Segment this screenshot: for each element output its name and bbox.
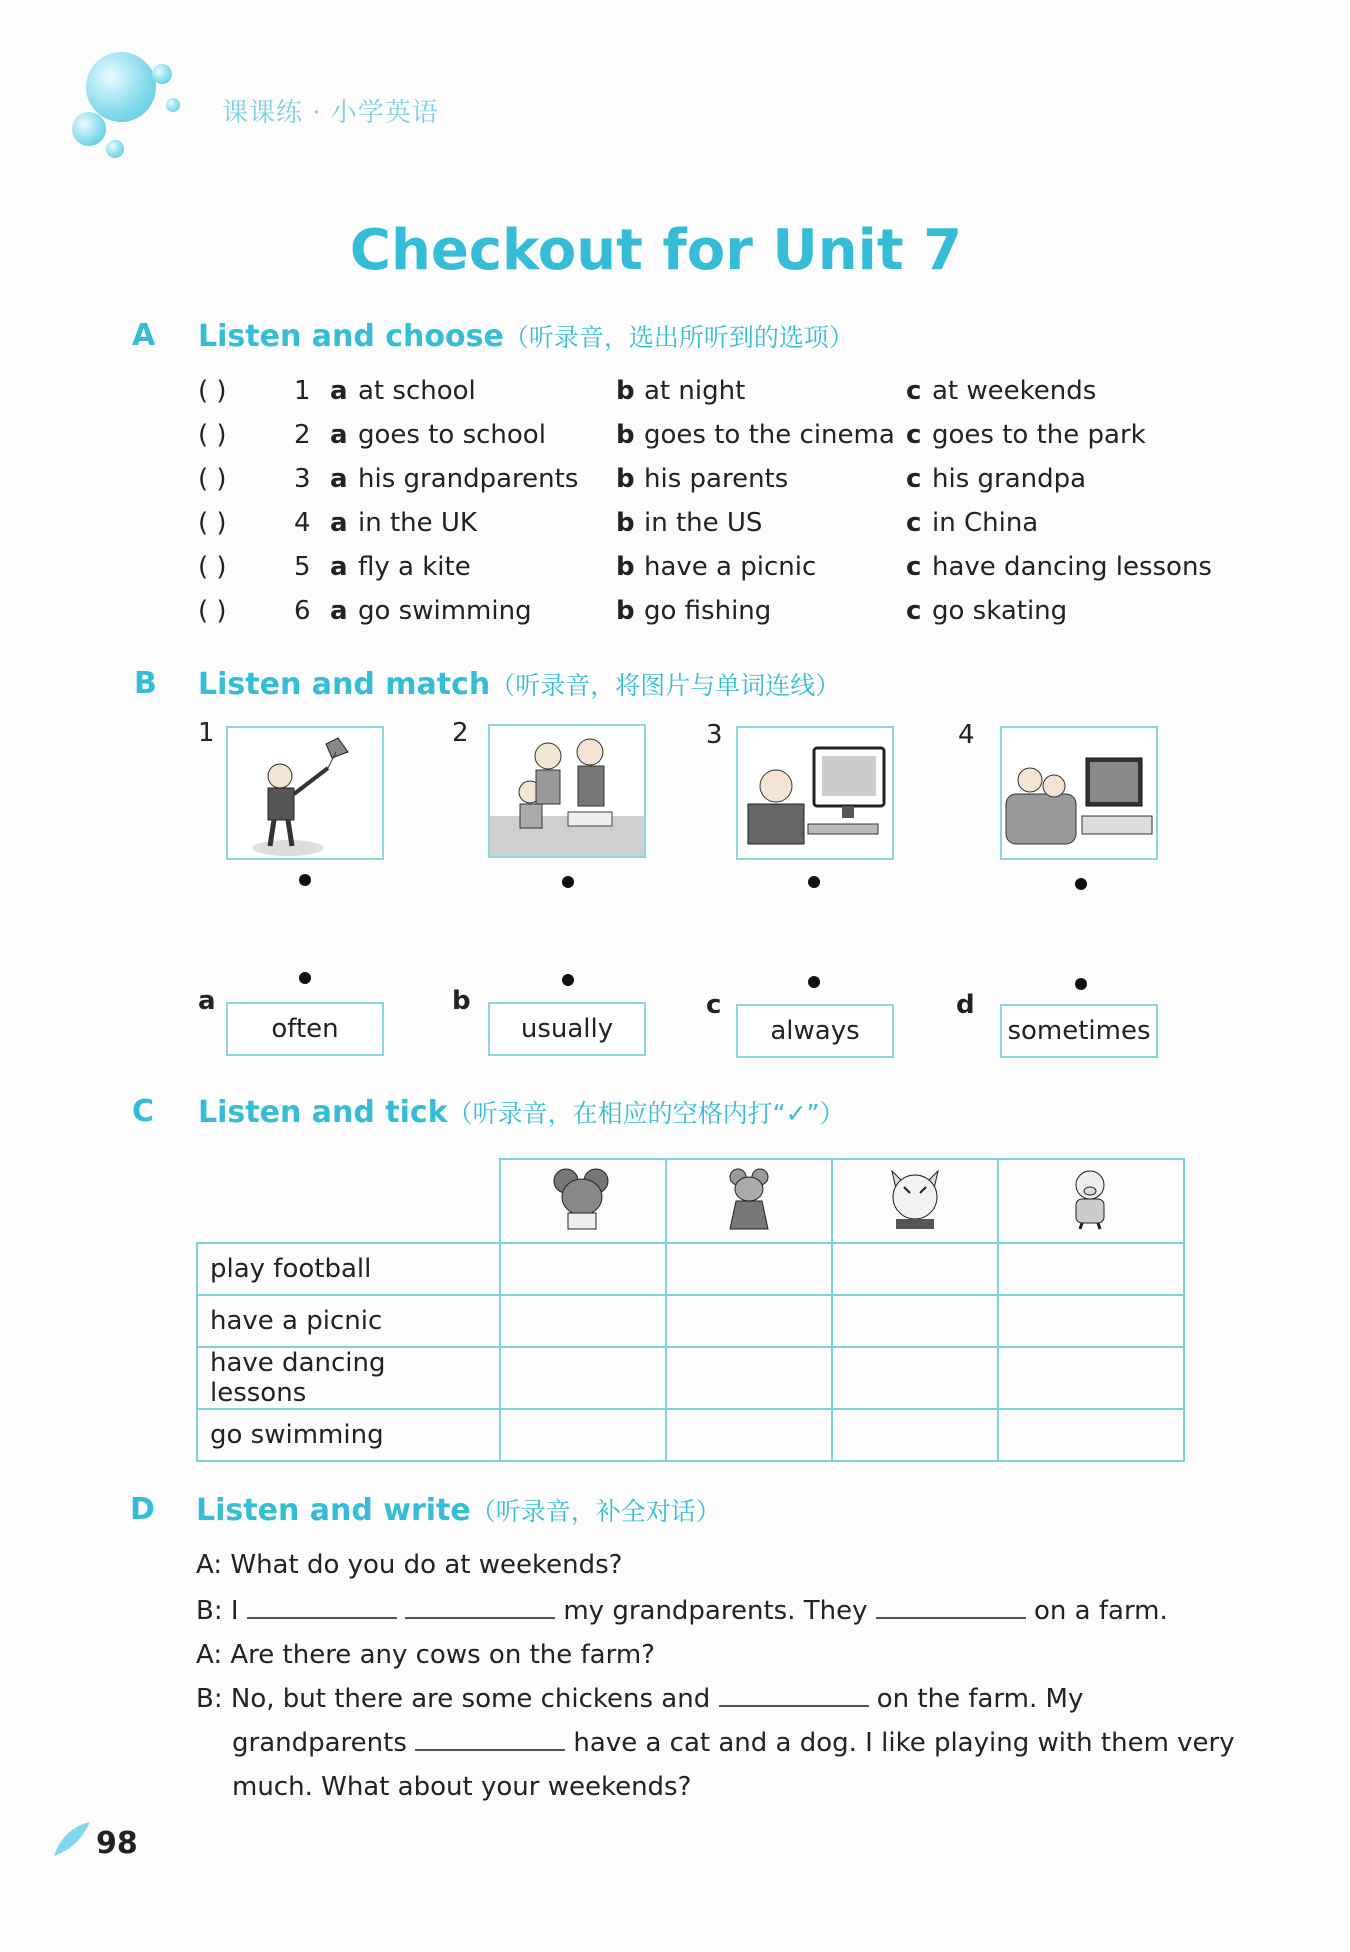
activity-label: have dancing lessons xyxy=(197,1347,500,1409)
dialogue-text: have a cat and a dog. I like playing with them very xyxy=(573,1728,1235,1758)
character-pig xyxy=(998,1159,1184,1243)
picnic-illustration xyxy=(490,726,644,856)
picture-boy-flying-kite xyxy=(226,726,384,860)
section-d-letter: D xyxy=(130,1492,155,1527)
picture-boy-at-computer xyxy=(736,726,894,860)
section-a-title xyxy=(198,318,854,354)
option-letter: b xyxy=(616,376,635,406)
option-letter: a xyxy=(330,464,348,494)
option-c: have dancing lessons xyxy=(932,552,1212,582)
section-b-title-en: Listen and match xyxy=(198,667,491,702)
section-b-title xyxy=(198,666,840,702)
section-a-title-cn: （听录音，选出所听到的选项） xyxy=(503,323,854,352)
option-letter: b xyxy=(616,464,635,494)
option-b: in the US xyxy=(644,508,763,538)
answer-paren: ( ) xyxy=(198,596,227,626)
dialogue-text: No, but there are some chickens and xyxy=(230,1684,711,1714)
dialogue-text: my grandparents. They xyxy=(563,1596,868,1626)
option-letter: b xyxy=(616,508,635,538)
match-dot[interactable] xyxy=(299,874,311,886)
option-a: in the UK xyxy=(358,508,477,538)
word-box-always: always xyxy=(736,1004,894,1058)
dialogue-text: much. What about your weekends? xyxy=(232,1772,692,1802)
activity-label: have a picnic xyxy=(197,1295,500,1347)
section-b-title-cn: （听录音，将图片与单词连线） xyxy=(490,671,841,700)
picture-number: 2 xyxy=(452,718,469,748)
tick-table xyxy=(196,1158,1185,1462)
dialogue-text: grandparents xyxy=(232,1728,407,1758)
tick-table-header xyxy=(197,1159,1184,1243)
option-letter: b xyxy=(616,596,635,626)
option-c: his grandpa xyxy=(932,464,1087,494)
answer-paren: ( ) xyxy=(198,376,227,406)
item-number: 4 xyxy=(294,508,311,538)
dialogue-text: on the farm. My xyxy=(876,1684,1084,1714)
word-box-sometimes: sometimes xyxy=(1000,1004,1158,1058)
dialogue-text: What do you do at weekends? xyxy=(230,1550,623,1580)
activity-label: play football xyxy=(197,1243,500,1295)
bubble-decoration xyxy=(106,140,124,158)
match-dot[interactable] xyxy=(562,974,574,986)
tick-cell[interactable] xyxy=(500,1295,666,1347)
tick-cell[interactable] xyxy=(832,1295,998,1347)
table-row xyxy=(197,1295,1184,1347)
tick-cell[interactable] xyxy=(998,1295,1184,1347)
option-c: goes to the park xyxy=(932,420,1146,450)
option-letter: c xyxy=(906,508,922,538)
table-row xyxy=(197,1409,1184,1461)
option-letter: a xyxy=(330,420,348,450)
dialogue-line xyxy=(232,1772,691,1802)
answer-blank[interactable] xyxy=(415,1729,565,1751)
option-b: at night xyxy=(644,376,746,406)
option-c: at weekends xyxy=(932,376,1097,406)
match-dot[interactable] xyxy=(808,976,820,988)
picture-watching-tv xyxy=(1000,726,1158,860)
section-b-letter: B xyxy=(134,666,157,701)
option-letter: b xyxy=(616,420,635,450)
activity-label: go swimming xyxy=(197,1409,500,1461)
section-d-title-en: Listen and write xyxy=(196,1493,471,1528)
option-c: in China xyxy=(932,508,1039,538)
option-letter: c xyxy=(906,464,922,494)
table-row xyxy=(197,1347,1184,1409)
word-box-usually: usually xyxy=(488,1002,646,1056)
match-dot[interactable] xyxy=(299,972,311,984)
mouse-girl-icon xyxy=(714,1165,784,1231)
leaf-icon xyxy=(50,1820,94,1860)
tick-cell[interactable] xyxy=(666,1347,832,1409)
tick-cell[interactable] xyxy=(832,1409,998,1461)
character-mouse xyxy=(500,1159,666,1243)
word-letter: c xyxy=(706,990,722,1020)
word-box-often: often xyxy=(226,1002,384,1056)
tick-cell[interactable] xyxy=(666,1243,832,1295)
speaker: B: xyxy=(196,1596,223,1626)
option-a: at school xyxy=(358,376,476,406)
item-number: 6 xyxy=(294,596,311,626)
dialogue-line xyxy=(232,1728,1235,1758)
answer-blank[interactable] xyxy=(405,1597,555,1619)
tick-cell[interactable] xyxy=(998,1347,1184,1409)
tick-cell[interactable] xyxy=(666,1409,832,1461)
table-row xyxy=(197,1243,1184,1295)
picture-number: 4 xyxy=(958,720,975,750)
option-letter: c xyxy=(906,552,922,582)
item-number: 1 xyxy=(294,376,311,406)
section-c-letter: C xyxy=(132,1094,155,1129)
item-number: 3 xyxy=(294,464,311,494)
match-dot[interactable] xyxy=(562,876,574,888)
speaker: B: xyxy=(196,1684,223,1714)
match-dot[interactable] xyxy=(808,876,820,888)
answer-blank[interactable] xyxy=(719,1685,869,1707)
dialogue-text: I xyxy=(230,1596,239,1626)
item-number: 5 xyxy=(294,552,311,582)
option-a: go swimming xyxy=(358,596,532,626)
bubble-decoration xyxy=(72,112,106,146)
option-letter: c xyxy=(906,596,922,626)
character-mouse-girl xyxy=(666,1159,832,1243)
section-a-title-en: Listen and choose xyxy=(198,319,504,354)
picture-family-picnic xyxy=(488,724,646,858)
character-tiger xyxy=(832,1159,998,1243)
match-dot[interactable] xyxy=(1075,978,1087,990)
section-d-title xyxy=(196,1492,721,1528)
option-a: fly a kite xyxy=(358,552,471,582)
option-b: goes to the cinema xyxy=(644,420,895,450)
answer-paren: ( ) xyxy=(198,552,227,582)
dialogue-text: Are there any cows on the farm? xyxy=(230,1640,655,1670)
section-a-letter: A xyxy=(132,318,156,353)
word-letter: b xyxy=(452,986,471,1016)
answer-paren: ( ) xyxy=(198,420,227,450)
tick-cell[interactable] xyxy=(666,1295,832,1347)
option-a: his grandparents xyxy=(358,464,579,494)
dialogue-line xyxy=(196,1684,1083,1714)
answer-paren: ( ) xyxy=(198,464,227,494)
option-c: go skating xyxy=(932,596,1068,626)
item-number: 2 xyxy=(294,420,311,450)
empty-header-cell xyxy=(197,1159,500,1243)
section-c-title-cn: （听录音，在相应的空格内打“✓”） xyxy=(447,1099,845,1128)
mouse-icon xyxy=(548,1165,618,1231)
dialogue-line xyxy=(196,1550,622,1580)
answer-blank[interactable] xyxy=(247,1597,397,1619)
computer-illustration xyxy=(738,728,892,858)
answer-paren: ( ) xyxy=(198,508,227,538)
page-number: 98 xyxy=(96,1826,138,1861)
bubble-decoration xyxy=(152,64,172,84)
option-b: have a picnic xyxy=(644,552,817,582)
option-letter: a xyxy=(330,552,348,582)
option-letter: a xyxy=(330,596,348,626)
section-d-title-cn: （听录音，补全对话） xyxy=(470,1497,721,1526)
option-letter: c xyxy=(906,420,922,450)
answer-blank[interactable] xyxy=(876,1597,1026,1619)
section-c-title xyxy=(198,1094,844,1130)
tick-cell[interactable] xyxy=(998,1409,1184,1461)
bubble-decoration xyxy=(86,52,156,122)
tick-cell[interactable] xyxy=(500,1243,666,1295)
series-header: 课课练 · 小学英语 xyxy=(222,98,439,128)
option-b: go fishing xyxy=(644,596,772,626)
tiger-icon xyxy=(880,1165,950,1231)
option-b: his parents xyxy=(644,464,789,494)
tick-cell[interactable] xyxy=(500,1409,666,1461)
dialogue-line xyxy=(196,1596,1168,1626)
picture-number: 1 xyxy=(198,718,215,748)
section-c-title-en: Listen and tick xyxy=(198,1095,448,1130)
word-letter: d xyxy=(956,990,975,1020)
page-title: Checkout for Unit 7 xyxy=(349,218,963,283)
speaker: A: xyxy=(196,1640,223,1670)
speaker: A: xyxy=(196,1550,223,1580)
option-a: goes to school xyxy=(358,420,546,450)
picture-number: 3 xyxy=(706,720,723,750)
dialogue-line xyxy=(196,1640,655,1670)
option-letter: b xyxy=(616,552,635,582)
option-letter: a xyxy=(330,508,348,538)
kite-illustration xyxy=(228,728,382,858)
bubble-decoration xyxy=(166,98,180,112)
dialogue-text: on a farm. xyxy=(1034,1596,1168,1626)
tick-cell[interactable] xyxy=(998,1243,1184,1295)
match-dot[interactable] xyxy=(1075,878,1087,890)
tv-illustration xyxy=(1002,728,1156,858)
pig-icon xyxy=(1056,1165,1126,1231)
tick-cell[interactable] xyxy=(500,1347,666,1409)
tick-cell[interactable] xyxy=(832,1243,998,1295)
option-letter: c xyxy=(906,376,922,406)
word-letter: a xyxy=(198,986,216,1016)
tick-cell[interactable] xyxy=(832,1347,998,1409)
option-letter: a xyxy=(330,376,348,406)
